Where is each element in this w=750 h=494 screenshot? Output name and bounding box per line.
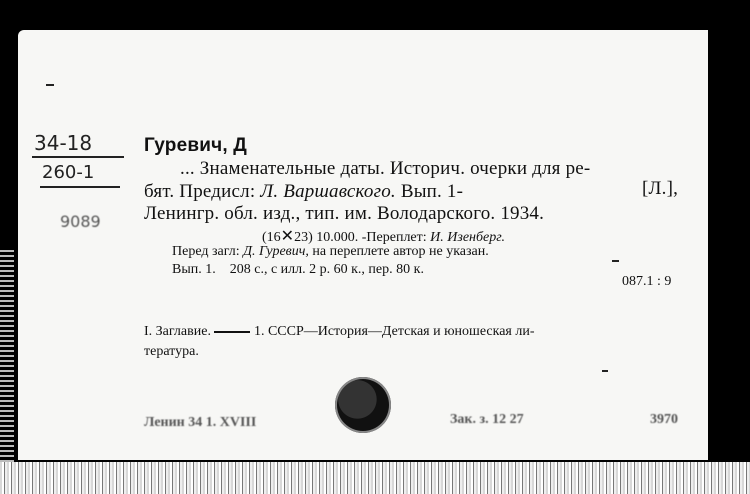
punch-hole — [335, 377, 391, 433]
footer-middle: Зак. з. 12 27 — [450, 412, 524, 427]
note-label: Перед загл: — [172, 244, 240, 259]
format-line — [262, 226, 505, 246]
note-text: на переплете автор не указан. — [312, 244, 489, 259]
shelf-mark-3: 9089 — [60, 212, 101, 231]
print-run: 10.000. -Переплет: — [316, 230, 427, 245]
classification: 087.1 : 9 — [622, 274, 672, 289]
subjects-line-1 — [144, 324, 535, 340]
binder: И. Изенберг. — [430, 230, 506, 245]
title-line-2 — [144, 181, 463, 203]
footer-left: Ленин 34 1. XVIII — [144, 415, 257, 430]
note-author: Д. Гуревич, — [243, 244, 309, 259]
ink-mark — [46, 84, 54, 86]
format-a: (16 — [262, 230, 281, 245]
preface-author: Л. Варшавского. — [260, 181, 396, 202]
dash — [214, 331, 250, 333]
tracing-title: I. Заглавие. — [144, 324, 211, 339]
scan-stripe — [0, 462, 750, 494]
footer-right: 3970 — [650, 412, 678, 427]
shelf-mark-2: 260-1 — [42, 162, 95, 183]
place: [Л.], — [642, 178, 679, 199]
shelf-mark-1: 34-18 — [34, 131, 93, 155]
issue: Вып. 1- — [400, 181, 464, 202]
note-line — [172, 244, 489, 260]
format-b: 23) — [294, 230, 313, 245]
title-line-1: ... Знаменательные даты. Историч. очерки для ре- — [180, 158, 591, 179]
scan-edge — [0, 250, 14, 462]
underline — [32, 156, 124, 158]
preface-label: бят. Предисл: — [144, 181, 256, 202]
subject-heading: 1. СССР—История—Детская и юношеская ли- — [253, 324, 535, 339]
imprint: Ленингр. обл. изд., тип. им. Володарского. 1934. — [144, 203, 545, 224]
collation: Вып. 1. 208 с., с илл. 2 р. 60 к., пер. 80 к. — [172, 262, 424, 277]
ink-mark — [602, 370, 608, 372]
ink-mark — [612, 260, 619, 262]
cross-icon: ✕ — [280, 228, 295, 245]
subjects-line-2: тература. — [144, 344, 199, 359]
author: Гуревич, Д — [144, 135, 248, 156]
underline — [40, 186, 120, 188]
